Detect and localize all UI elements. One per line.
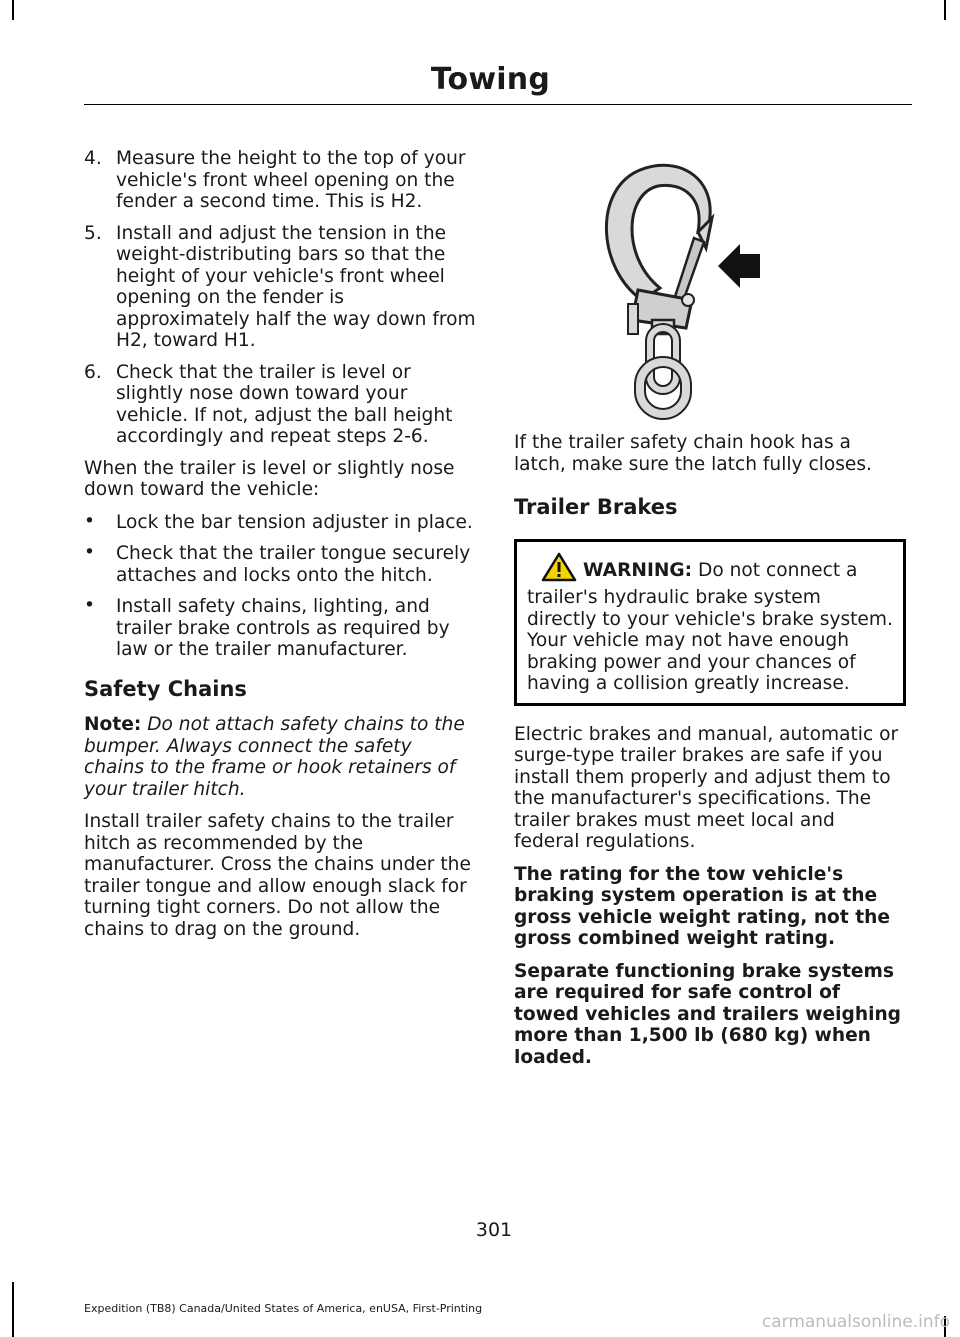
side-bolt [628,304,638,334]
right-column [514,432,906,1079]
bullet-marker: • [84,542,95,563]
warning-icon [541,552,577,588]
step-number: 4. [84,148,102,169]
bullet-marker: • [84,510,95,532]
brakes-paragraph: Electric brakes and manual, automatic or surge-type trailer brakes are safe if you install them properly and adjust them to the manufacturer's specifications. The trailer brakes must meet local and federal regulations. [514,723,899,852]
step-text: Check that the trailer is level or slightly nose down toward your vehicle. If not, adjust the ball height accordingly and repeat steps 2-6. [116,361,453,447]
safety-chains-heading: Safety Chains [84,676,247,701]
safety-chains-paragraph: Install trailer safety chains to the trailer hitch as recommended by the manufacturer. Cross the chains under the trailer tongue and allow enough slack for turning tight corners. Do not allow the chains to drag on the ground. [84,811,471,940]
warning-text: Do not connect a trailer's hydraulic brake system directly to your vehicle's brake system. Your vehicle may not have enough braking power and your chances of having a collision greatly increase. [527,559,893,694]
step-text: Install and adjust the tension in the weight-distributing bars so that the height of your vehicle's front wheel opening on the fender is approximately half the way down from H2, toward H1. [116,222,476,351]
crop-mark-top-right [944,0,946,20]
bullet-list [84,512,476,661]
crop-mark-bottom-left [12,1282,14,1337]
list-item [84,596,476,661]
arrow-icon [718,244,760,288]
level-intro-paragraph: When the trailer is level or slightly nose down toward the vehicle: [84,457,455,500]
hook-body [606,165,710,300]
title-divider [84,104,912,105]
left-column [84,148,476,951]
list-item [84,362,476,448]
bullet-text: Install safety chains, lighting, and trailer brake controls as required by law or the trailer manufacturer. [116,596,450,660]
bullet-text: Lock the bar tension adjuster in place. [116,511,473,533]
note-label: Note: [84,714,142,735]
trailer-brakes-heading: Trailer Brakes [514,495,678,519]
list-item [84,543,476,586]
warning-label: WARNING: [583,559,693,581]
list-item [84,512,476,534]
page-number: 301 [475,1219,513,1241]
pivot-pin [682,294,694,306]
hook-drawing [580,150,780,420]
step-number: 5. [84,222,102,244]
edition-footer: Expedition (TB8) Canada/United States of America, enUSA, First-Printing [84,1302,483,1315]
note-text: Do not attach safety chains to the bumper. Always connect the safety chains to the frame or hook retainers of your trailer hitch. [84,714,465,800]
braking-rating-paragraph: The rating for the tow vehicle's braking system operation is at the gross vehicle weight rating, not the gross combined weight rating. [514,863,890,949]
crop-mark-top-left [12,0,14,20]
warning-box [514,539,906,706]
safety-chain-hook-illustration [580,150,780,420]
separate-brakes-paragraph: Separate functioning brake systems are required for safe control of towed vehicles and trailers weighing more than 1,500 lb (680 kg) when loaded. [514,960,901,1068]
list-item [84,223,476,352]
list-item [84,148,476,213]
latch-paragraph: If the trailer safety chain hook has a latch, make sure the latch fully closes. [514,432,872,475]
page-title: Towing [430,62,550,97]
note-paragraph [84,714,476,800]
step-number: 6. [84,361,102,383]
bullet-marker: • [84,595,95,616]
step-text: Measure the height to the top of your vehicle's front wheel opening on the fender a second time. This is H2. [116,148,466,212]
steps-list [84,148,476,448]
watermark: carmanualsonline.info [761,1312,950,1332]
bullet-text: Check that the trailer tongue securely attaches and locks onto the hitch. [116,543,471,586]
